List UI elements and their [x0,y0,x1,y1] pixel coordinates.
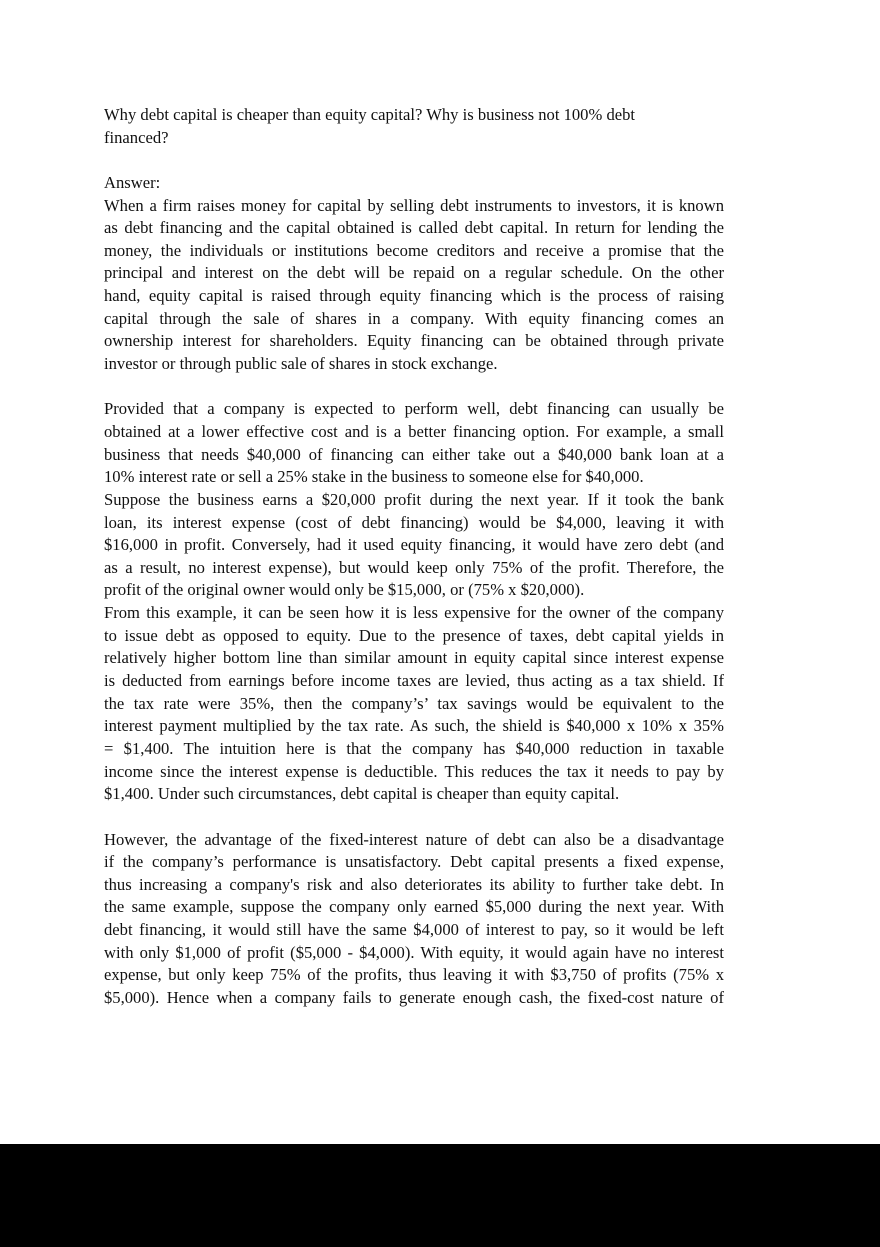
text-line: When a firm raises money for capital by selling debt instruments to investors, it is known [104,195,724,215]
text-line: ownership interest for shareholders. Equity financing can be obtained through private [104,331,724,351]
text-line: debt financing, it would still have the same $4,000 of interest to pay, so it would be left [104,920,724,940]
text-line: income since the interest expense is deductible. This reduces the tax it needs to pay by [104,761,724,781]
text-line: as debt financing and the capital obtained is called debt capital. In return for lending the [104,218,724,238]
text-line: to issue debt as opposed to equity. Due to the presence of taxes, debt capital yields in [104,625,724,645]
question-line: Why debt capital is cheaper than equity capital? Why is business not 100% debt [104,105,636,124]
text-line: From this example, it can be seen how it is less expensive for the owner of the company [104,603,724,623]
text-line: is deducted from earnings before income taxes are levied, thus acting as a tax shield. If [104,671,724,691]
paragraph-example-and-tax-shield [104,398,724,806]
text-line: However, the advantage of the fixed-interest nature of debt can also be a disadvantage [104,829,724,849]
text-line: hand, equity capital is raised through equity financing which is the process of raising [104,286,724,306]
text-line: thus increasing a company's risk and also deteriorates its ability to further take debt. In [104,874,724,894]
text-line: loan, its interest expense (cost of debt financing) would be $4,000, leaving it with [104,512,724,532]
text-line: with only $1,000 of profit ($5,000 - $4,000). With equity, it would again have no interest [104,942,724,962]
text-line: Provided that a company is expected to perform well, debt financing can usually be [104,399,724,419]
text-line: $16,000 in profit. Conversely, had it used equity financing, it would have zero debt (and [104,535,724,555]
text-line: capital through the sale of shares in a company. With equity financing comes an [104,308,724,328]
text-line: principal and interest on the debt will be repaid on a regular schedule. On the other [104,263,724,283]
text-line: expense, but only keep 75% of the profits, thus leaving it with $3,750 of profits (75% x [104,965,724,985]
text-line: $5,000). Hence when a company fails to generate enough cash, the fixed-cost nature of [104,987,724,1007]
text-line: business that needs $40,000 of financing can either take out a $40,000 bank loan at a [104,444,724,464]
text-line: as a result, no interest expense), but would keep only 75% of the profit. Therefore, the [104,557,724,577]
paragraph-disadvantage-of-debt [104,829,724,1010]
text-line: $1,400. Under such circumstances, debt capital is cheaper than equity capital. [104,784,620,804]
text-line: Suppose the business earns a $20,000 profit during the next year. If it took the bank [104,489,724,509]
paragraph-spacer [104,806,724,829]
document-content [104,104,724,1010]
text-line: the same example, suppose the company only earned $5,000 during the next year. With [104,897,724,917]
text-line: relatively higher bottom line than similar amount in equity capital since interest expense [104,648,724,668]
bottom-black-bar [0,1144,880,1247]
question-line: financed? [104,127,169,147]
text-line: obtained at a lower effective cost and is a better financing option. For example, a small [104,421,724,441]
text-line: interest payment multiplied by the tax rate. As such, the shield is $40,000 x 10% x 35% [104,716,724,736]
text-line: money, the individuals or institutions become creditors and receive a promise that the [104,240,724,260]
question-heading [104,104,724,149]
answer-label: Answer: [104,172,161,192]
paragraph-spacer [104,376,724,399]
paragraph-spacer [104,149,724,172]
paragraph-debt-vs-equity-definition [104,195,724,376]
text-line: = $1,400. The intuition here is that the company has $40,000 reduction in taxable [104,738,724,758]
text-line: if the company’s performance is unsatisfactory. Debt capital presents a fixed expense, [104,852,724,872]
text-line: 10% interest rate or sell a 25% stake in the business to someone else for $40,000. [104,467,644,487]
text-line: investor or through public sale of shares in stock exchange. [104,354,498,374]
text-line: profit of the original owner would only be $15,000, or (75% x $20,000). [104,580,585,600]
text-line: the tax rate were 35%, then the company’s’ tax savings would be equivalent to the [104,693,724,713]
